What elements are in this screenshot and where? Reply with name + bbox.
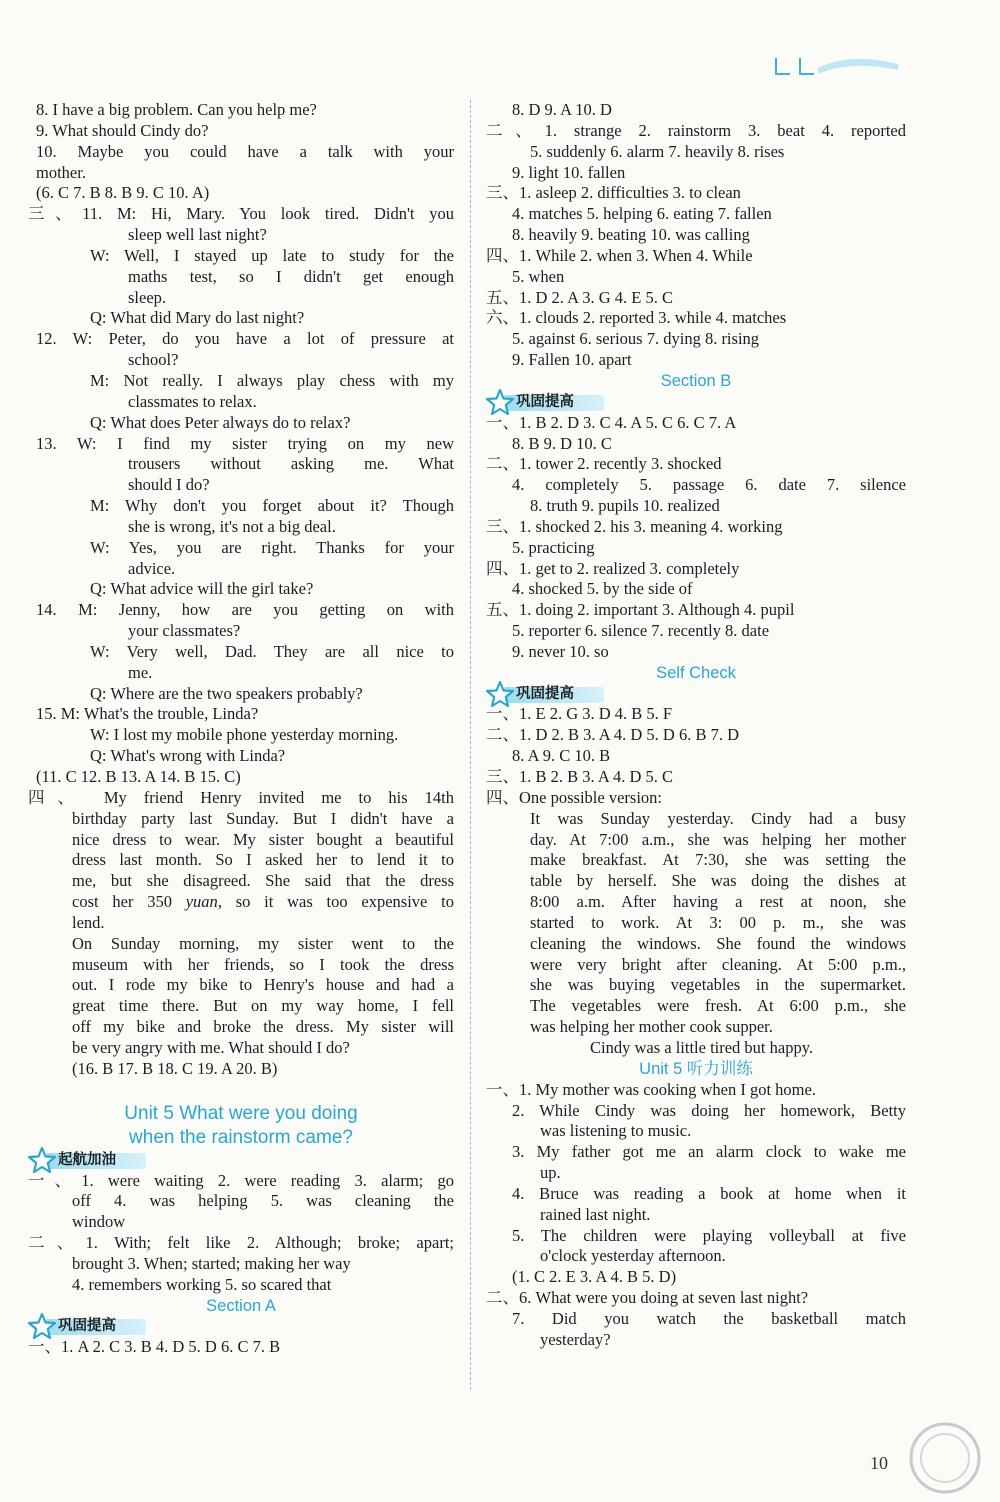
answer-line: rained last night. <box>540 1204 651 1224</box>
star-badge-icon <box>28 1313 56 1339</box>
answer-line: was helping her mother cook supper. <box>530 1017 773 1037</box>
answer-line: 8. A 9. C 10. B <box>512 746 611 766</box>
answer-line: (16. B 17. B 18. C 19. A 20. B) <box>72 1058 278 1078</box>
answer-line: o'clock yesterday afternoon. <box>540 1246 726 1266</box>
answer-line: 4. matches 5. helping 6. eating 7. fallen <box>512 204 772 224</box>
page-number: 10 <box>870 1453 888 1473</box>
answer-line: 一、1. B 2. D 3. C 4. A 5. C 6. C 7. A <box>486 412 737 432</box>
answer-line: It was Sunday yesterday. Cindy had a busy <box>530 808 906 828</box>
answer-line: 4. shocked 5. by the side of <box>512 579 693 599</box>
answer-line: 8. B 9. D 10. C <box>512 433 612 453</box>
answer-line: school? <box>128 350 179 370</box>
line-text: , so it was too expensive to <box>217 892 454 912</box>
star-badge-icon <box>486 681 514 707</box>
answer-line: 5. reporter 6. silence 7. recently 8. date <box>512 621 770 641</box>
section-heading: Section B <box>660 371 732 390</box>
answer-line: be very angry with me. What should I do? <box>72 1037 350 1057</box>
answer-line: W: Very well, Dad. They are all nice to <box>90 641 454 661</box>
answer-line: 三、1. B 2. B 3. A 4. D 5. C <box>486 767 674 786</box>
answer-line: sleep well last night? <box>128 225 267 245</box>
italic-word: yuan <box>185 892 218 912</box>
answer-line: she was buying vegetables in the supermarket. <box>530 975 906 995</box>
answer-line: started to work. At 3: 00 p. m., she was <box>530 912 906 932</box>
answer-line: brought 3. When; started; making her way <box>72 1253 351 1273</box>
answer-line: Q: What did Mary do last night? <box>90 308 305 328</box>
answer-line: 二、1. With; felt like 2. Although; broke; apart; <box>28 1233 454 1253</box>
answer-line: 9. What should Cindy do? <box>36 120 209 140</box>
right-column <box>486 100 906 1351</box>
answer-line: 5. practicing <box>512 537 595 557</box>
answer-line: were very bright after cleaning. At 5:00 p.m., <box>530 954 906 974</box>
answer-line: window <box>72 1212 126 1232</box>
answer-line: your classmates? <box>128 621 241 641</box>
answer-line: she is wrong, it's not a big deal. <box>128 516 336 536</box>
answer-line: nice dress to wear. My sister bought a beautiful <box>72 829 454 849</box>
answer-line: sleep. <box>128 287 167 307</box>
answer-line: 四、 My friend Henry invited me to his 14th <box>28 787 454 807</box>
answer-line: Q: What's wrong with Linda? <box>90 746 286 766</box>
answer-line: 二、1. tower 2. recently 3. shocked <box>486 454 722 474</box>
answer-line: 9. never 10. so <box>512 641 609 661</box>
answer-line: 12. W: Peter, do you have a lot of pressure at <box>36 329 454 349</box>
answer-line: was listening to music. <box>540 1121 692 1141</box>
line-text: cost her 350 <box>72 892 186 912</box>
answer-line: 一、1. My mother was cooking when I got home. <box>486 1079 816 1099</box>
answer-line: 8. D 9. A 10. D <box>512 100 612 119</box>
answer-line: day. At 7:00 a.m., she was helping her mother <box>530 829 906 849</box>
practice-badge <box>28 1316 454 1337</box>
section-heading: Self Check <box>656 663 736 682</box>
answer-line: 五、1. doing 2. important 3. Although 4. pupil <box>486 600 795 620</box>
answer-line: 六、1. clouds 2. reported 3. while 4. matches <box>486 308 787 328</box>
answer-line: great time there. But on my way home, I fell <box>72 996 454 1016</box>
answer-line: 二、1. D 2. B 3. A 4. D 5. D 6. B 7. D <box>486 725 740 745</box>
answer-line: M: Not really. I always play chess with my <box>90 370 454 390</box>
answer-line: up. <box>540 1163 561 1183</box>
section-heading: Section A <box>206 1296 276 1315</box>
answer-line: 8. truth 9. pupils 10. realized <box>530 496 720 516</box>
answer-line: 5. The children were playing volleyball at five <box>512 1225 906 1245</box>
answer-line: 15. M: What's the trouble, Linda? <box>36 704 259 724</box>
answer-line: mother. <box>36 162 86 182</box>
answer-line: yesterday? <box>540 1329 611 1349</box>
answer-line: Q: What does Peter always do to relax? <box>90 412 351 432</box>
answer-line: W: I lost my mobile phone yesterday morning. <box>90 725 399 745</box>
answer-line: 五、1. D 2. A 3. G 4. E 5. C <box>486 287 674 307</box>
answer-line: W: Well, I stayed up late to study for the <box>90 245 454 265</box>
left-column <box>28 100 454 1358</box>
answer-line: Cindy was a little tired but happy. <box>590 1037 814 1057</box>
top-corner-decoration-icon <box>770 40 900 80</box>
answer-line: table by herself. She was doing the dishes at <box>530 871 906 891</box>
answer-line: 10. Maybe you could have a talk with your <box>36 141 454 161</box>
answer-line: 二、1. strange 2. rainstorm 3. beat 4. reported <box>486 120 906 140</box>
answer-line: me. <box>128 662 153 682</box>
answer-line: 13. W: I find my sister trying on my new <box>36 433 454 453</box>
watermark-stamp-icon <box>905 1418 985 1498</box>
answer-line: trousers without asking me. What <box>128 454 454 474</box>
answer-line: W: Yes, you are right. Thanks for your <box>90 537 454 557</box>
answer-line: (1. C 2. E 3. A 4. B 5. D) <box>512 1267 677 1287</box>
answer-line: 三、1. asleep 2. difficulties 3. to clean <box>486 183 741 203</box>
unit-title: Unit 5 What were you doing <box>124 1102 358 1124</box>
star-badge-icon <box>486 389 514 415</box>
answer-line: dress last month. So I asked her to lend it to <box>72 850 454 870</box>
answer-line: (11. C 12. B 13. A 14. B 15. C) <box>36 767 241 786</box>
answer-line: 一、1. E 2. G 3. D 4. B 5. F <box>486 704 673 724</box>
answer-line: M: Why don't you forget about it? Though <box>90 496 454 516</box>
answer-line: 5. when <box>512 266 565 286</box>
answer-line: 四、1. get to 2. realized 3. completely <box>486 558 740 578</box>
answer-line: maths test, so I didn't get enough <box>128 266 454 286</box>
answer-line: classmates to relax. <box>128 391 257 411</box>
answer-line: 三、1. shocked 2. his 3. meaning 4. working <box>486 516 783 536</box>
answer-line: 四、One possible version: <box>486 787 662 807</box>
answer-line: 4. remembers working 5. so scared that <box>72 1274 332 1294</box>
answer-line: 5. suddenly 6. alarm 7. heavily 8. rises <box>530 141 785 161</box>
answer-line: 3. My father got me an alarm clock to wake me <box>512 1142 906 1162</box>
answer-line: make breakfast. At 7:30, she was setting the <box>530 850 906 870</box>
answer-line: 2. While Cindy was doing her homework, Betty <box>512 1100 906 1120</box>
answer-line: advice. <box>128 558 176 578</box>
badge-label: 巩固提高 <box>516 685 574 702</box>
answer-line: 9. light 10. fallen <box>512 162 626 182</box>
badge-label: 巩固提高 <box>516 393 574 410</box>
practice-badge <box>28 1150 454 1171</box>
answer-line: Q: What advice will the girl take? <box>90 579 314 599</box>
answer-line: me, but she disagreed. She said that the dress <box>72 871 454 891</box>
spacer <box>28 1080 454 1102</box>
answer-line: 5. against 6. serious 7. dying 8. rising <box>512 329 760 349</box>
practice-badge <box>486 392 906 413</box>
answer-line: The vegetables were fresh. At 6:00 p.m., she <box>530 996 906 1016</box>
answer-line: 三、11. M: Hi, Mary. You look tired. Didn't you <box>28 204 454 224</box>
answer-line: museum with her friends, so I took the dress <box>72 954 454 974</box>
answer-line: cleaning the windows. She found the windows <box>530 933 906 953</box>
column-divider <box>470 100 471 1390</box>
answer-line: 14. M: Jenny, how are you getting on with <box>36 600 454 620</box>
answer-line: 9. Fallen 10. apart <box>512 350 632 370</box>
answer-line: 四、1. While 2. when 3. When 4. While <box>486 245 753 265</box>
answer-line: off 4. was helping 5. was cleaning the <box>72 1191 454 1211</box>
answer-line: 7. Did you watch the basketball match <box>512 1308 906 1328</box>
practice-badge <box>486 684 906 705</box>
answer-line: lend. <box>72 912 105 932</box>
answer-line: birthday party last Sunday. But I didn't have a <box>72 808 454 828</box>
section-heading: Unit 5 听力训练 <box>639 1059 753 1078</box>
answer-line: On Sunday morning, my sister went to the <box>72 933 454 953</box>
badge-label: 巩固提高 <box>58 1318 116 1335</box>
answer-line: 二、6. What were you doing at seven last night? <box>486 1288 809 1308</box>
answer-line: 8. I have a big problem. Can you help me? <box>36 100 317 119</box>
answer-line: (6. C 7. B 8. B 9. C 10. A) <box>36 183 210 203</box>
answer-line: 4. completely 5. passage 6. date 7. silence <box>512 475 906 495</box>
star-badge-icon <box>28 1147 56 1173</box>
answer-line: 一、1. were waiting 2. were reading 3. alarm; go <box>28 1170 454 1190</box>
answer-line: off my bike and broke the dress. My sister will <box>72 1017 454 1037</box>
answer-line: should I do? <box>128 475 210 495</box>
answer-line: Q: Where are the two speakers probably? <box>90 683 363 703</box>
answer-line: 一、1. A 2. C 3. B 4. D 5. D 6. C 7. B <box>28 1337 281 1357</box>
answer-line <box>28 892 454 913</box>
answer-line: 8:00 a.m. After having a rest at noon, she <box>530 892 906 912</box>
badge-label: 起航加油 <box>58 1151 116 1168</box>
answer-line: 8. heavily 9. beating 10. was calling <box>512 225 750 245</box>
unit-title: when the rainstorm came? <box>129 1126 353 1148</box>
answer-line: 4. Bruce was reading a book at home when it <box>512 1183 906 1203</box>
answer-line: out. I rode my bike to Henry's house and had a <box>72 975 454 995</box>
